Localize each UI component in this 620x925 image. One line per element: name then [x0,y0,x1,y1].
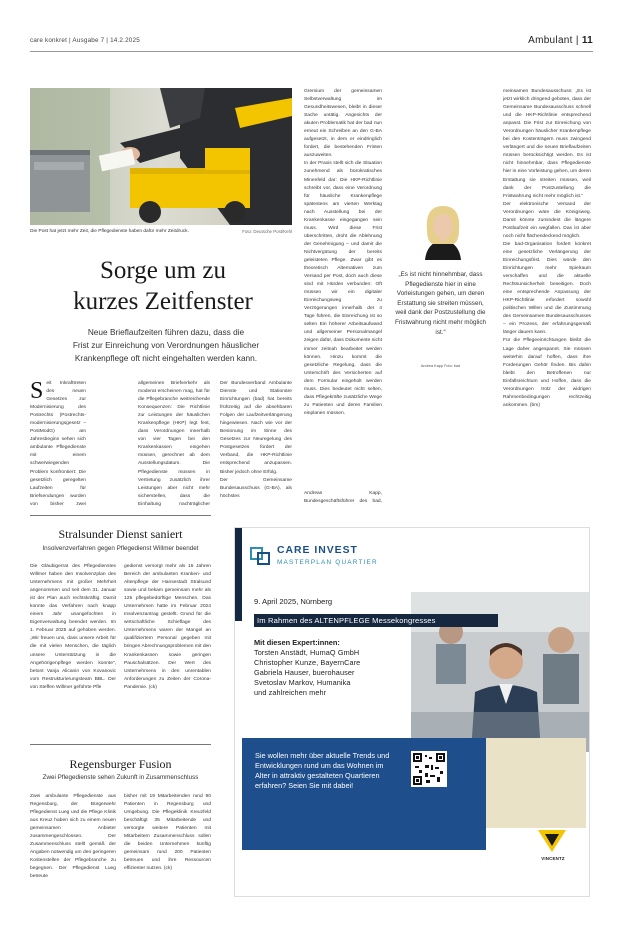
pull-quote: „Es ist nicht hinnehmbar, dass Pflegedienste hier in eine Vorleistungen gehen, um deren Erstattung sie streiten müssen, weil dank der Postzustellung die Fristwahrung nicht mehr möglich ist.“ [395,271,486,336]
vincentz-logo-icon [538,828,566,854]
article-column-5: Andreas Kapp, Bundesgeschäftsführer des bad, [304,491,382,505]
story3-column-2: bisher mit 19 Mitarbeitenden rund 90 Patienten in Regensburg und Umgebung. Die Pflegeklinik Kreuzfeld beschäftigt 35 Mitarbeitende und versorgte weitere Patienten mit Mitarbeitern Zusammenschluss sollen die beiden Unternehmen künftig gemeinsam rund 200 Patienten betreuen und ihre Ressourcen effizienter nutzen. (ck) [124,794,211,872]
story2-rule [30,515,211,516]
subhead-line-3: Krankenpflege oft nicht eingehalten werden kann. [74,352,258,363]
article-column-1 [30,380,86,508]
story2-column-2: gedienst versorgt mehr als 15 Jahren Bereich der ambulanten Kranken- und Altenpflege der Hansestadt Stralsund sowie und bekam gemeinsam mehr als 125 pflegebedürftige Menschen. Das Unternehmen hatte im Februar 2024 Insolvenzantrag gestellt. Grund für die wirtschaftliche Schieflage des Unternehmens waren der Mangel an qualifiziertem Personal gegeben mit bringen Abrechnungsproblemen mit den Krankenkassen sowie geringen Pauschalsätzen. Der Wert des Unternehmens in den unrentablen Anforderungen zu Zeiten der Corona-Pandemie. (ck) [124,564,211,690]
header-rule [30,51,593,52]
article-column-2: allgemeinen Briefverkehr als moderat erscheinen mag, hat für die Pflegebranche weitreichende Konsequenzen: Die Richtlinie zur Leistungen der häuslichen Krankenpflege (HKP) legt fest, dass Verordnungen innerhalb von vier Tagen bei den Krankenkassen eingehen müssen, gerechnet ab dem Ausstellungsdatum. Die Pflegedienste müssen in Vertretung zusätzlich ihrer Leistungen aber nicht mehr sicherstellen, dass die Einhaltung nachträglicher [138,381,210,507]
event-banner: Im Rahmen des ALTENPFLEGE Messekongresses [254,614,498,627]
experts-heading: Mit diesen Expert:innen: [254,638,340,647]
caption-text: Die Post hat jetzt mehr Zeit, die Pflegedienste haben dafür mehr Zeitdruck. [30,229,189,234]
event-date: 9. April 2025, Nürnberg [254,597,333,606]
author-portrait [413,200,473,260]
expert-5: und zahlreichen mehr [254,688,327,697]
dropcap: S [30,380,44,404]
ad-brand-sub: MASTERPLAN QUARTIER [277,559,378,566]
expert-2: Christopher Kunze, BayernCare [254,658,361,667]
issue-info: care konkret | Ausgabe 7 | 14.2.2025 [30,37,140,44]
story3-subtitle: Zwei Pflegedienste sehen Zukunft in Zusammenschluss [42,774,199,781]
care-invest-logo-icon [250,547,270,565]
headline-line-2: kurzes Zeitfenster [73,288,253,315]
story2-title: Stralsunder Dienst saniert [58,527,183,541]
ad-accent-bar [235,528,242,621]
ad-brand [277,545,358,556]
brand-care: CARE [277,545,311,556]
qr-code-icon[interactable] [411,751,447,787]
expert-3: Gabriela Hauser, buerohauser [254,668,355,677]
article-subhead [53,326,279,364]
article-column-6: meinsamen Bundesausschuss: „Es ist jetzt wirklich dringend geboten, dass der Gemeinsame Bundesausschuss schnell und die HKP-Richtlinie entsprechend anpasst. Die Frist zur Einreichung von Verordnungen häuslicher Krankenpflege bei den Kostenträgern muss zwingend verlängert und die neuen Brieflaufzeiten müssen berücksichtigt werden. Es ist nicht hinnehmbar, dass Pflegedienste hier in eine Vorleistung gehen, um deren Erstattung sie streiten müssen, weil dank der Postzustellung die Fristwahrung nicht mehr möglich ist.“ Der elektronische Versand der Verordnungen wäre die Königsweg. Damit könnte zumindest die längere Postlaufzeit ein wegfallen. Das ist aber noch nicht flächendeckend möglich. Die bad-Organisation fordert konkret eine gesetzliche Verlängerung der Einreichungsfrist. Dies würde den Einrichtungen mehr Spielraum verschaffen und die aktuelle Rechtsunsicherheit beseitigen. Doch eine entsprechende Anpassung der HKP-Richtlinie erfordert sowohl politischen Willen und die Zustimmung des Gemeinsamen Bundesausschusses – ein Prozess, der erfahrungsgemäß länger dauern kann. Für die Pflegeeinrichtungen bleibt die Lage daher angespannt. Sie müssen weiterhin darauf hoffen, dass ihre Forderungen Gehör finden. Bis dahin bleibt den Betroffenen nur Einfallsreichtum und Hoffen, dass die Verordnungen trotz der widrigen Rahmenbedingungen rechtzeitig ankommen. (bm) [503,89,591,408]
photo-caption [30,229,292,234]
section-name: Ambulant [528,35,573,46]
separator: | [575,35,582,46]
article-column-3: Der Bundesverband Ambulante Dienste und Stationäre Einrichtungen (bad) hat bereits frühzeitig auf die absehbaren Folgen der Laufzeitverlängerung hingewiesen. Nach wie vor der Besinnung im Sinne des Gesetzes zur Neuregelung des Postgesetzes fordert der Verband, die HKP-Richtlinie entsprechend anzupassen. Bisher jedoch ohne Erfolg. Der Gemeinsame Bundesausschuss (G-BA), als höchstes [220,381,292,499]
article-photo [30,88,292,225]
advertisement[interactable] [234,527,590,897]
story2-subtitle: Insolvenzverfahren gegen Pflegedienst Willmer beendet [42,545,199,552]
ad-gold-panel [486,738,586,828]
article-headline [50,255,276,317]
column-1-text: eit Inkrafttreten des neuen Gesetzes zur Modernisierung des Postrechts (Postrechts-modernisierungsgesetz – PostModG) am Jahresbeginn sehen sich ambulante Pflegedienste mit einem schwerwiegenden Problem konfrontiert: Die gesetzlich geregelten Laufzeiten für Briefsendungen wurden von bisher zwei [30,381,86,507]
expert-4: Svetoslav Markov, Humanika [254,678,351,687]
article-column-4: Gremium der gemeinsamen Selbstverwaltung im Gesundheitswesen, bleibt in dieser Sache untätig. Angesichts der akuten Problematik hat der bad nun erneut ein Schreiben an den G-BA aufgesetzt, in dem er eindringlich fordert, die bestehenden Fristen auszuweiten. In der Praxis stellt sich die Situation zunehmend als bürokratisches Minenfeld dar: Die HKP-Richtlinie schreibt vor, dass eine Verordnung für häusliche Krankenpflege spätestens am vierten Werktag nach Ausstellung bei der Krankenkasse eingegangen sein muss. Wird diese Frist überschritten, droht die Ablehnung der Genehmigung – und damit die Nichtvergütung der bereits geleisteten Pflege. Zwar gibt es theoretisch Alternativen zum Versand per Post, doch auch diese sind mit Hürden verbunden: Oft müssen wir ein digitaler Einreichungsweg zu Verzögerungen innerhalb der 4 Tage führen, die Einreichung ist so selten Ein höherer Arbeitsaufwand und allgemeiner Personalmangel zeigen dafür, dass Dokumente nicht immer zeitnah bearbeitet werden können. Hinzu kommt die gesetzliche Regelung, dass die Unterschrift des Versicherten auf dem Formular eingeholt werden muss. Dies bedeutet nicht selten, dass Pflegekräfte zusätzliche Wege zu Patienten und deren Familien einplanen müssen. [304,89,382,416]
story2-column-1: Die Gläubigerrat des Pflegedienstes Willmer haben den Insolvenzplan des Unternehmens mit großer Mehrheit angenommen und seit dem 31. Januar ist der Plan auch rechtskräftig. Damit konnte das Verfahren nach knapp einem Jahr unangefochten in Eigenverwaltung beendet werden. Im 1. Februar 2025 auf gehoben werden. „Wir freuen uns, dass unsere Arbeit für die mit vielen Menschen, die täglich unsere Unterstützung in die Angehörigenpflege werden konnte“, betont Vanja Alicanin von Kovanovic vom Restrukturierungsteam BBL. Der von Steffen Willmer geführte Pfle [30,564,116,690]
story3-title: Regensburger Fusion [69,757,172,771]
subhead-line-2: Frist zur Einreichung von Verordnungen häuslicher [72,339,260,350]
quote-author: Andrea Kapp Foto: bad [420,364,461,368]
headline-line-1: Sorge um zu [100,257,226,284]
subhead-line-1: Neue Brieflaufzeiten führen dazu, dass die [87,327,245,337]
expert-1: Torsten Anstädt, HumaQ GmbH [254,648,360,657]
story3-rule [30,744,211,745]
brand-invest: INVEST [314,545,358,556]
photo-credit: Foto: Deutsche Post/Kehl [242,229,292,234]
page-number: 11 [581,35,593,46]
story3-column-1: Zwei ambulante Pflegedienste aus Regensburg, der Bürgerwehr Pflegedienst Lueg und die Pflege Klinik aus Kreuz haben sich zu einem neuen gemeinsamen Anbieter zusammengeschlossen. Der Zusammenschluss stellt gemäß der Angaben notwendig um den geringeren Kostenstellen der Pflegebranche zu begegnen. Der Pflegedienst Lueg betreute [30,794,116,880]
publisher-name: VINCENTZ [541,856,565,861]
page-section-header [528,35,593,46]
ad-cta-text: Sie wollen mehr über aktuelle Trends und Entwicklungen rund um das Wohnen im Alter in attraktiv gestalteten Quartieren erfahren? Seien Sie mit dabei! [255,751,390,790]
